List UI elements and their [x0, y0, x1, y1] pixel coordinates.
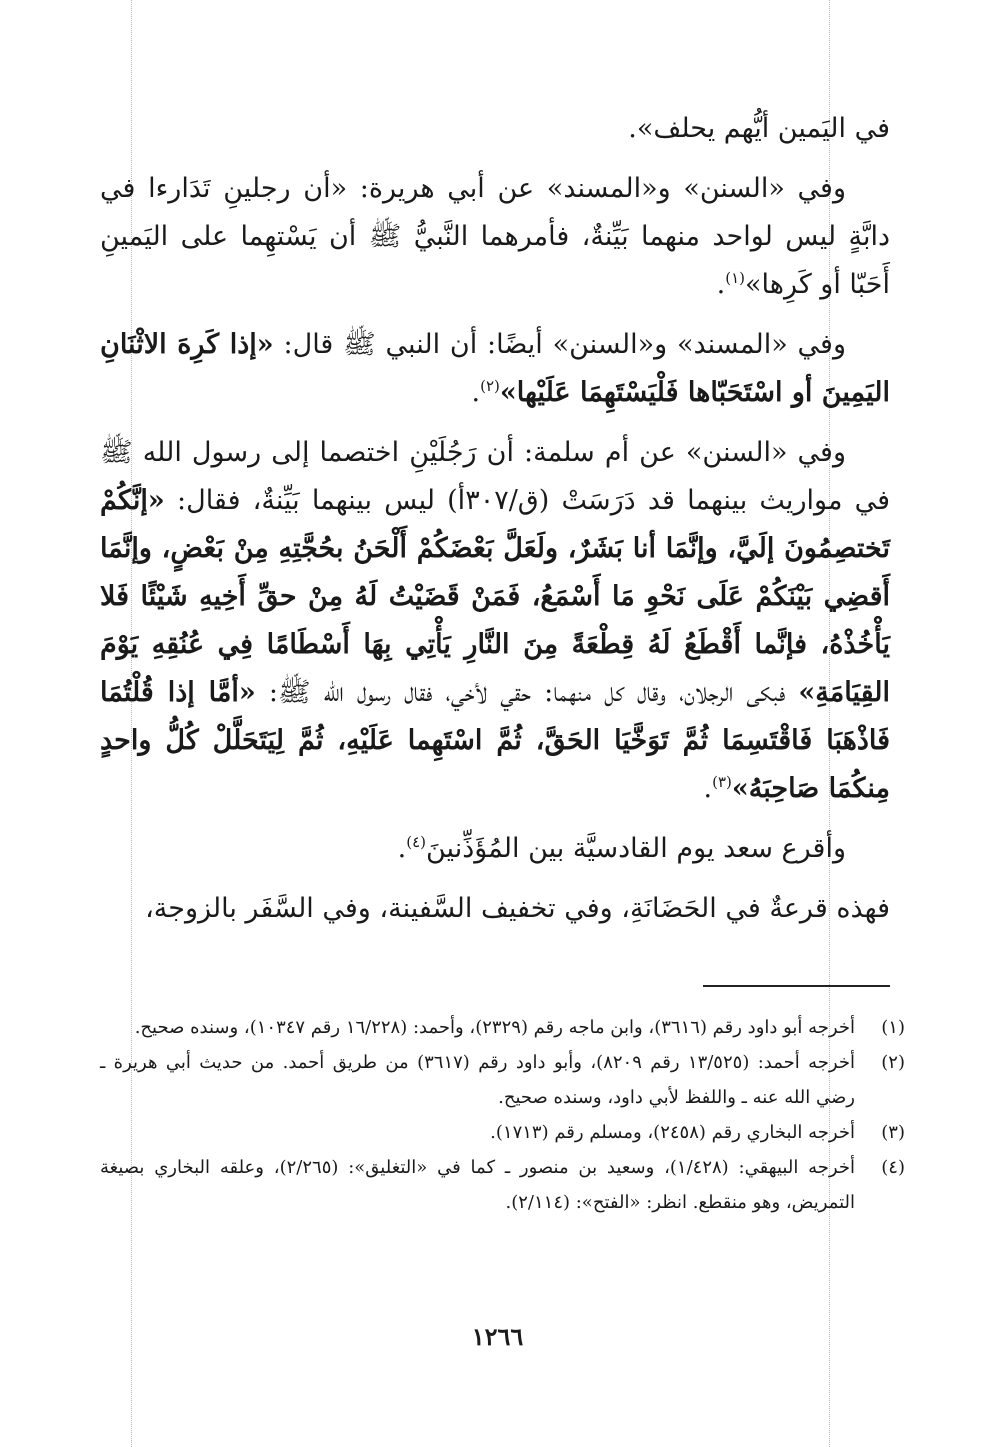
hadith-quote: «إنَّكُمْ تَختصِمُونَ إلَيَّ، وإنَّمَا أنا بَشَرٌ، ولَعَلَّ بَعْضَكُمْ أَلْحَنُ بحُجَّتِهِ مِنْ بَعْضٍ، وإنَّمَا أَقضِي بَيْنَكُمْ عَلَى نَحْوِ مَا أَسْمَعُ، فَمَنْ قَضَيْتُ لَهُ مِنْ حقِّ أَخِيهِ شَيْئًا فَلا يَأْخُذْهُ، فإنَّما أَقْطَعُ لَهُ قِطْعَةً مِنَ النَّارِ يَأْتِي بِهَا أَسْطَامًا فِي عُنُقِهِ يَوْمَ القِيَامَةِ» — [100, 485, 890, 708]
footnote-ref-2: (٢) — [480, 377, 500, 395]
footnote-1 — [100, 1010, 905, 1045]
footnote-4 — [100, 1150, 905, 1220]
footnote-separator — [703, 985, 890, 987]
footnote-ref-1: (١) — [725, 269, 745, 287]
hadith-quote: «إذا كَرِهَ الاثْنَانِ اليَمِينَ أو اسْتَحَبّاها فَلْيَسْتَهِمَا عَلَيْها» — [100, 329, 890, 408]
footnote-number: (٤) — [881, 1157, 905, 1178]
footnote-number: (١) — [881, 1017, 905, 1038]
paragraph-0: في اليَمين أيُّهم يحلف». — [628, 113, 890, 144]
footnote-2 — [100, 1045, 905, 1115]
paragraph-4: وأقرع سعد يوم القادسيَّة بين المُؤَذِّنينَ$^{(٤)}$. — [397, 833, 846, 864]
page-number: ١٢٦٦ — [471, 1322, 524, 1351]
main-text — [100, 105, 890, 945]
footnote-text: أخرجه البخاري رقم (٢٤٥٨)، ومسلم رقم (١٧١٣). — [490, 1122, 855, 1143]
footnote-text: أخرجه البيهقي: (١/٤٢٨)، وسعيد بن منصور ـ كما في «التغليق»: (٢/٢٦٥)، وعلقه البخاري بصيغة التمريض، وهو منقطع. انظر: «الفتح»: (٢/١١٤). — [100, 1157, 855, 1213]
footnote-3 — [100, 1115, 905, 1150]
paragraph-3: وفي «السنن» عن أم سلمة: أن رَجُلَيْنِ اختصما إلى رسول الله ﷺ في مواريث بينهما قد دَرَسَتْ (ق/٣٠٧أ) ليس بينهما بَيِّنةٌ، فقال: «إنَّكُمْ تَختصِمُونَ إلَيَّ، وإنَّمَا أنا بَشَرٌ، ولَعَلَّ بَعْضَكُمْ أَلْحَنُ بحُجَّتِهِ مِنْ بَعْضٍ، وإنَّمَا أَقضِي بَيْنَكُمْ عَلَى نَحْوِ مَا أَسْمَعُ، فَمَنْ قَضَيْتُ لَهُ مِنْ حقِّ أَخِيهِ شَيْئًا فَلا يَأْخُذْهُ، فإنَّما أَقْطَعُ لَهُ قِطْعَةً مِنَ النَّارِ يَأْتِي بِهَا أَسْطَامًا فِي عُنُقِهِ يَوْمَ القِيَامَةِ» فبكى الرجلان، وقال كل منهما: حقي لأخي، فقال رسول الله ﷺ: «أمَّا إذا قُلْتُمَا فَاذْهَبَا فَاقْتَسِمَا ثُمَّ تَوَخَّيَا الحَقَّ، ثُمَّ اسْتَهِما عَلَيْهِ، ثُمَّ لِيَتَحَلَّلْ كُلُّ واحدٍ مِنكُمَا صَاحِبَهُ»$^{(٣)}$. — [100, 437, 891, 804]
footnote-ref-4: (٤) — [406, 833, 426, 851]
footnote-text: أخرجه أبو داود رقم (٣٦١٦)، وابن ماجه رقم (٢٣٢٩)، وأحمد: (١٦/٢٢٨ رقم ١٠٣٤٧)، وسنده صحيح. — [134, 1017, 855, 1038]
footnote-number: (٣) — [881, 1122, 905, 1143]
paragraph-1: وفي «السنن» و«المسند» عن أبي هريرة: «أن رجلينِ تَدَارءا في دابَّةٍ ليس لواحد منهما بَيِّنةٌ، فأمرهما النَّبيُّ ﷺ أن يَسْتهِما على اليَمينِ أَحَبّا أو كَرِها»$^{(١)}$. — [100, 173, 890, 300]
hadith-quote: «أمَّا إذا قُلْتُمَا فَاذْهَبَا فَاقْتَسِمَا ثُمَّ تَوَخَّيَا الحَقَّ، ثُمَّ اسْتَهِما عَلَيْهِ، ثُمَّ لِيَتَحَلَّلْ كُلُّ واحدٍ مِنكُمَا صَاحِبَهُ» — [100, 677, 890, 804]
footnote-text: أخرجه أحمد: (١٣/٥٢٥ رقم ٨٢٠٩)، وأبو داود رقم (٣٦١٧) من طريق أحمد. من حديث أبي هريرة ـ رضي الله عنه ـ واللفظ لأبي داود، وسنده صحيح. — [100, 1052, 855, 1108]
paragraph-5: فهذه قرعةٌ في الحَضَانَةِ، وفي تخفيف السَّفينة، وفي السَّفَر بالزوجة، — [145, 893, 890, 924]
footnotes — [100, 1010, 905, 1220]
footnote-ref-3: (٣) — [712, 773, 732, 791]
paragraph-2: وفي «المسند» و«السنن» أيضًا: أن النبي ﷺ قال: «إذا كَرِهَ الاثْنَانِ اليَمِينَ أو اسْتَحَبّاها فَلْيَسْتَهِمَا عَلَيْها»$^{(٢)}$. — [100, 329, 890, 408]
footnote-number: (٢) — [881, 1052, 905, 1073]
